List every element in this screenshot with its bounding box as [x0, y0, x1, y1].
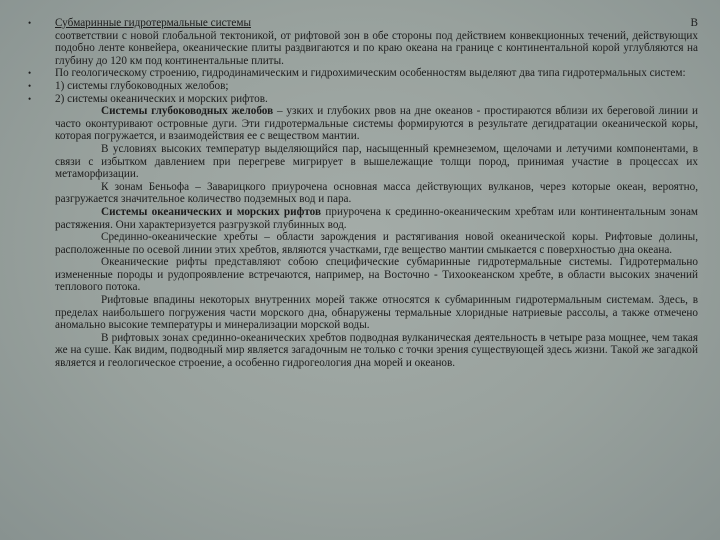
paragraph-volcanism: В рифтовых зонах срединно-океанических хребтов подводная вулканическая деятельность в четыре раза мощнее, чем такая же на суше. Как видим, подводный мир является загадочным не только с точки зрения существующей здесь жизни. Такой же загадкой является и геологическое строение, а особенно гидрогеология дна морей и океанов. [55, 331, 698, 370]
bullet-icon: • [28, 18, 32, 28]
paragraph-trenches-text: – узких и глубоких рвов на дне океанов - простираются вблизи их береговой линии и часто оконтуривают островные дуги. Эти гидротермальные системы формируются в результате дегидратации океанической коры, которая погружается, и взаимодействия ее с веществом мантии. [55, 105, 698, 143]
paragraph-trenches [55, 105, 698, 143]
bullet-item-2 [28, 67, 698, 80]
title-line [55, 17, 698, 30]
paragraph-ridges: Срединно-океанические хребты – области зарождения и растягивания новой океанической коры. Рифтовые долины, расположенные по осевой линии этих хребтов, являются участками, где вещество мантии смыкается с поверхностью дна океана. [55, 231, 698, 256]
bullet-icon: • [28, 80, 32, 91]
paragraph-steam: В условиях высоких температур выделяющийся пар, насыщенный кремнеземом, щелочами и летучими компонентами, в связи с избытком давлением при перегреве мигрирует в вышележащие толщи пород, принимая участие в процессах их метаморфизации. [55, 142, 698, 181]
bullet-item-3 [28, 80, 698, 93]
title-tail: В [690, 17, 698, 29]
term-rifts: Системы океанических и морских рифтов [101, 205, 322, 218]
bullet-text: соответствии с новой глобальной тектоникой, от рифтовой зон в обе стороны под действием конвекционных течений, действующих подобно ленте конвейера, океанические плиты раздвигаются и по краю океана на границе с континентальной корой углубляются на глубину до 120 км под континентальные плиты. [55, 29, 698, 67]
paragraph-oceanic-rifts: Океанические рифты представляют собою специфические субмаринные гидротермальные системы. Гидротермально измененные породы и рудопроявление встречаются, например, на Восточно - Тихоокеанском хребте, в области высоких значений теплового потока. [55, 256, 698, 294]
paragraph-rifts-text: приурочена к срединно-океаническим хребтам или континентальным зонам растяжения. Они характеризуется разгрузкой глубинных вод. [55, 205, 699, 231]
bullet-icon: • [28, 68, 32, 79]
paragraph-benioff: К зонам Беньофа – Заварицкого приурочена основная масса действующих вулканов, через которые океан, вероятно, разгружается значительное количество подземных вод и пара. [55, 180, 698, 206]
body-text [28, 105, 698, 369]
term-trenches: Системы глубоководных желобов [101, 105, 274, 118]
bullet-item-4 [28, 93, 698, 106]
bullet-text: 2) системы океанических и морских рифтов. [55, 92, 268, 105]
section-title: Субмаринные гидротермальные системы [55, 17, 251, 29]
paragraph-rifts [55, 206, 698, 231]
bullet-item-1 [28, 17, 698, 67]
bullet-icon: • [28, 93, 32, 104]
slide-content [28, 17, 698, 370]
bullet-text: По геологическому строению, гидродинамическим и гидрохимическим особенностям выделяют два типа гидротермальных систем: [55, 67, 686, 80]
paragraph-rift-basins: Рифтовые впадины некоторых внутренних морей также относятся к субмаринным гидротермальным системам. Здесь, в пределах наибольшего погружения части морского дна, обнаружены термальные хлоридные натриевые рассолы, а также отмечено аномально высокие температуры и минерализации морской воды. [55, 294, 698, 332]
bullet-text: 1) системы глубоководных желобов; [55, 79, 229, 92]
